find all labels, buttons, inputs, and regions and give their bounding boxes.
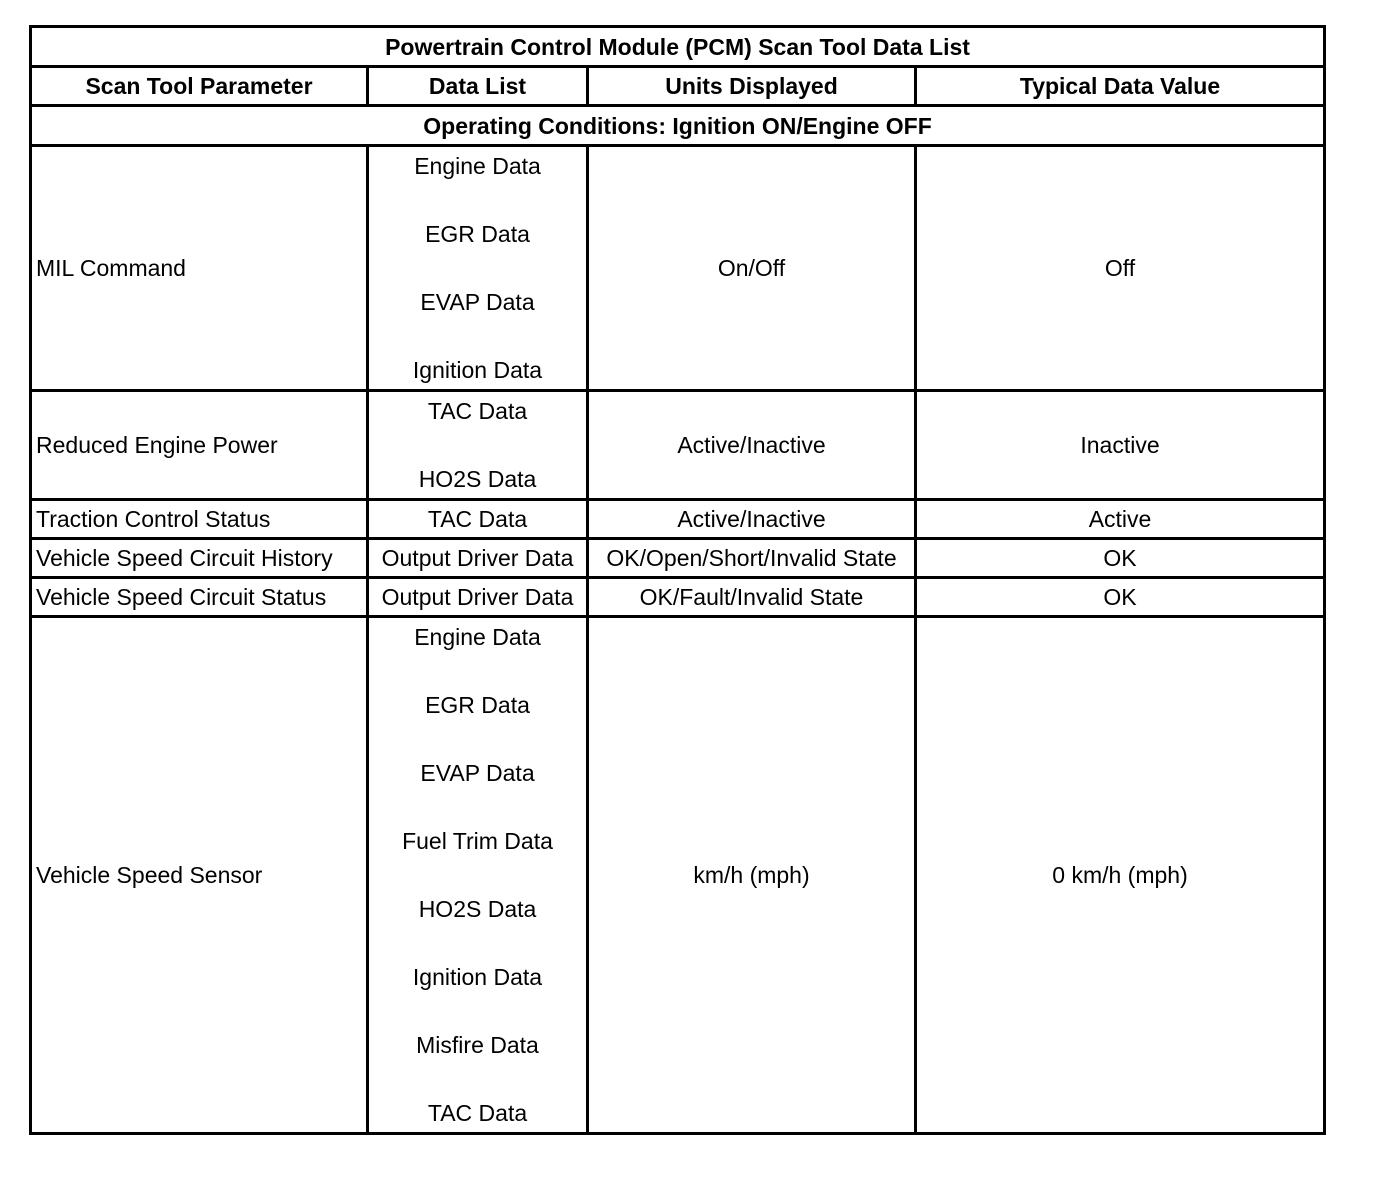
data-list-item: Engine Data <box>414 624 541 650</box>
column-header-data-list: Data List <box>368 67 588 106</box>
typical-value-cell: OK <box>916 578 1325 617</box>
data-list-item: Fuel Trim Data <box>402 828 553 854</box>
condition-row <box>31 106 1325 146</box>
column-header-typical-value: Typical Data Value <box>916 67 1325 106</box>
table-row <box>31 391 1325 500</box>
column-header-units: Units Displayed <box>588 67 916 106</box>
data-list-cell <box>368 391 588 500</box>
data-list-cell <box>368 146 588 391</box>
data-list-item: EVAP Data <box>420 289 535 315</box>
parameter-cell: Vehicle Speed Circuit Status <box>31 578 368 617</box>
data-list-item: TAC Data <box>427 398 528 424</box>
units-cell: Active/Inactive <box>588 391 916 500</box>
data-list-item: EGR Data <box>425 692 530 718</box>
units-cell: OK/Fault/Invalid State <box>588 578 916 617</box>
data-list-cell <box>368 617 588 1134</box>
typical-value-cell: Inactive <box>916 391 1325 500</box>
data-list-item: HO2S Data <box>418 896 537 922</box>
table-row <box>31 146 1325 391</box>
table-row <box>31 578 1325 617</box>
units-cell: On/Off <box>588 146 916 391</box>
data-list-item: EVAP Data <box>420 760 535 786</box>
header-row <box>31 67 1325 106</box>
data-list-item: TAC Data <box>427 1100 528 1126</box>
table-row <box>31 500 1325 539</box>
typical-value-cell: Active <box>916 500 1325 539</box>
operating-conditions: Operating Conditions: Ignition ON/Engine OFF <box>31 106 1325 146</box>
data-list-item: Misfire Data <box>416 1032 539 1058</box>
typical-value-cell: Off <box>916 146 1325 391</box>
data-list-cell: Output Driver Data <box>368 539 588 578</box>
data-list-item: EGR Data <box>425 221 530 247</box>
parameter-cell: Reduced Engine Power <box>31 391 368 500</box>
data-list-cell: TAC Data <box>368 500 588 539</box>
data-list-cell: Output Driver Data <box>368 578 588 617</box>
data-list-item: Ignition Data <box>412 357 543 383</box>
title-row <box>31 27 1325 67</box>
data-list-item: Ignition Data <box>412 964 543 990</box>
parameter-cell: Traction Control Status <box>31 500 368 539</box>
units-cell: km/h (mph) <box>588 617 916 1134</box>
parameter-cell: Vehicle Speed Sensor <box>31 617 368 1134</box>
units-cell: Active/Inactive <box>588 500 916 539</box>
parameter-cell: Vehicle Speed Circuit History <box>31 539 368 578</box>
parameter-cell: MIL Command <box>31 146 368 391</box>
units-cell: OK/Open/Short/Invalid State <box>588 539 916 578</box>
typical-value-cell: OK <box>916 539 1325 578</box>
typical-value-cell: 0 km/h (mph) <box>916 617 1325 1134</box>
column-header-parameter: Scan Tool Parameter <box>31 67 368 106</box>
table-row <box>31 539 1325 578</box>
data-list-item: Engine Data <box>414 153 541 179</box>
table-title: Powertrain Control Module (PCM) Scan Tool Data List <box>31 27 1325 67</box>
scan-tool-data-table <box>29 25 1326 1135</box>
table-row <box>31 617 1325 1134</box>
data-list-item: HO2S Data <box>418 466 537 492</box>
